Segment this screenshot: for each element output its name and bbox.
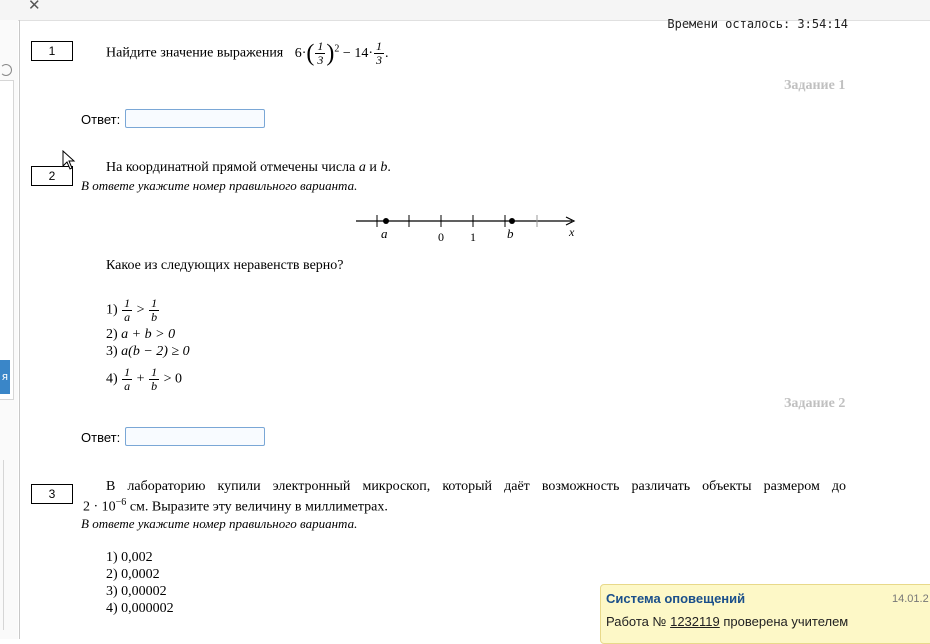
left-sidebar-tab[interactable]: я — [0, 360, 10, 394]
question-number-3: 3 — [31, 484, 73, 504]
notification-suffix: проверена учителем — [723, 614, 849, 629]
expr-dot: · — [301, 45, 307, 61]
question-3-line1: В лабораторию купили электронный микроскоп, который даёт возможность различать объекты размером до — [106, 479, 846, 494]
notification-prefix: Работа № — [606, 614, 667, 629]
expr-paren: ( — [306, 40, 315, 66]
option-3-2: 2) 0,0002 — [106, 567, 160, 582]
timer-text: Времени осталось: 3:54:14 — [667, 17, 848, 31]
notification-text — [606, 614, 848, 629]
value: 2 · 10 — [83, 499, 116, 515]
sidebar-divider — [19, 20, 20, 639]
option-3-3: 3) 0,00002 — [106, 584, 167, 599]
notification-date: 14.01.2 — [892, 593, 929, 605]
work-number-link[interactable]: 1232119 — [670, 614, 720, 629]
mouse-cursor-icon — [62, 150, 76, 170]
option-text: a(b − 2) ≥ 0 — [121, 344, 190, 359]
question-3-hint: В ответе укажите номер правильного варианта. — [81, 516, 358, 531]
option-text: a + b > 0 — [121, 327, 176, 342]
option-2-2 — [106, 327, 175, 343]
answer-input-2[interactable] — [125, 427, 265, 446]
point-b — [509, 218, 515, 224]
frac-den: a — [124, 379, 131, 393]
question-number-2: 2 — [31, 166, 73, 186]
expr-minus: − — [342, 45, 351, 61]
answer-label-1: Ответ: — [81, 112, 121, 127]
left-sidebar-card-lower — [0, 460, 4, 630]
frac-den: 3 — [317, 53, 324, 67]
frac-num: 1 — [124, 296, 131, 310]
fraction — [122, 297, 132, 324]
expr-term: 6 — [294, 45, 302, 61]
axis-label-b: b — [507, 226, 514, 241]
var-a: a — [358, 160, 366, 175]
frac-num: 1 — [124, 365, 131, 379]
option-2-3 — [106, 344, 190, 360]
task-label-2: Задание 2 — [784, 396, 846, 411]
search-icon[interactable] — [0, 64, 12, 76]
fraction — [122, 366, 132, 393]
notification-title: Система оповещений — [606, 591, 746, 606]
frac-num: 1 — [376, 39, 382, 53]
option-number: 2) — [106, 327, 118, 342]
axis-label-1: 1 — [470, 230, 476, 244]
option-number: 3) — [106, 344, 118, 359]
frac-den: 3 — [376, 53, 382, 67]
expr-end: . — [385, 45, 389, 61]
task-label-1: Задание 1 — [784, 78, 846, 93]
expr-dot: · — [368, 45, 373, 61]
period: . — [387, 160, 391, 175]
fraction — [149, 297, 159, 324]
question-2-question: Какое из следующих неравенств верно? — [106, 258, 344, 273]
answer-label-2: Ответ: — [81, 430, 121, 445]
question-1-expression — [294, 39, 389, 67]
question-2-text — [106, 160, 391, 176]
expr-fraction — [374, 40, 384, 67]
option-2-4: 4) $\frac{1}{a}$ + $\frac{1}{b}$ > 0 — [106, 365, 182, 393]
point-a — [383, 218, 389, 224]
expr-fraction — [315, 40, 325, 67]
exponent: −6 — [115, 497, 127, 508]
left-sidebar-card — [0, 80, 14, 400]
question-2-prompt: На координатной прямой отмечены числа — [106, 160, 356, 175]
question-1-prompt: Найдите значение выражения — [106, 45, 284, 61]
fraction — [149, 366, 159, 393]
option-3-4: 4) 0,000002 — [106, 601, 174, 616]
expr-paren: ) — [326, 40, 335, 66]
axis-label-a: a — [381, 226, 388, 241]
option-2-1: 1) $\frac{1}{a}$ > $\frac{1}{b}$ — [106, 296, 158, 324]
axis-label-0: 0 — [438, 230, 444, 244]
close-icon[interactable]: ✕ — [28, 0, 41, 14]
number-line — [350, 208, 590, 248]
question-1-text — [106, 40, 389, 67]
frac-den: a — [124, 310, 131, 324]
conj: и — [369, 160, 377, 175]
expr-term: 14 — [354, 45, 369, 61]
answer-input-1[interactable] — [125, 109, 265, 128]
frac-den: b — [151, 379, 158, 393]
frac-num: 1 — [151, 365, 158, 379]
option-3-1: 1) 0,002 — [106, 550, 153, 565]
question-3-line2 — [83, 497, 388, 516]
question-2-hint: В ответе укажите номер правильного варианта. — [81, 178, 358, 193]
option-number: 4) — [106, 371, 118, 387]
option-number: 1) — [106, 302, 118, 318]
expr-power: 2 — [334, 43, 340, 55]
frac-den: b — [151, 310, 158, 324]
var-b: b — [380, 160, 388, 175]
question-number-1: 1 — [31, 41, 73, 61]
frac-num: 1 — [151, 296, 158, 310]
axis-label-x: x — [569, 225, 575, 239]
frac-num: 1 — [317, 39, 324, 53]
text: см. Выразите эту величину в миллиметрах. — [129, 499, 388, 515]
